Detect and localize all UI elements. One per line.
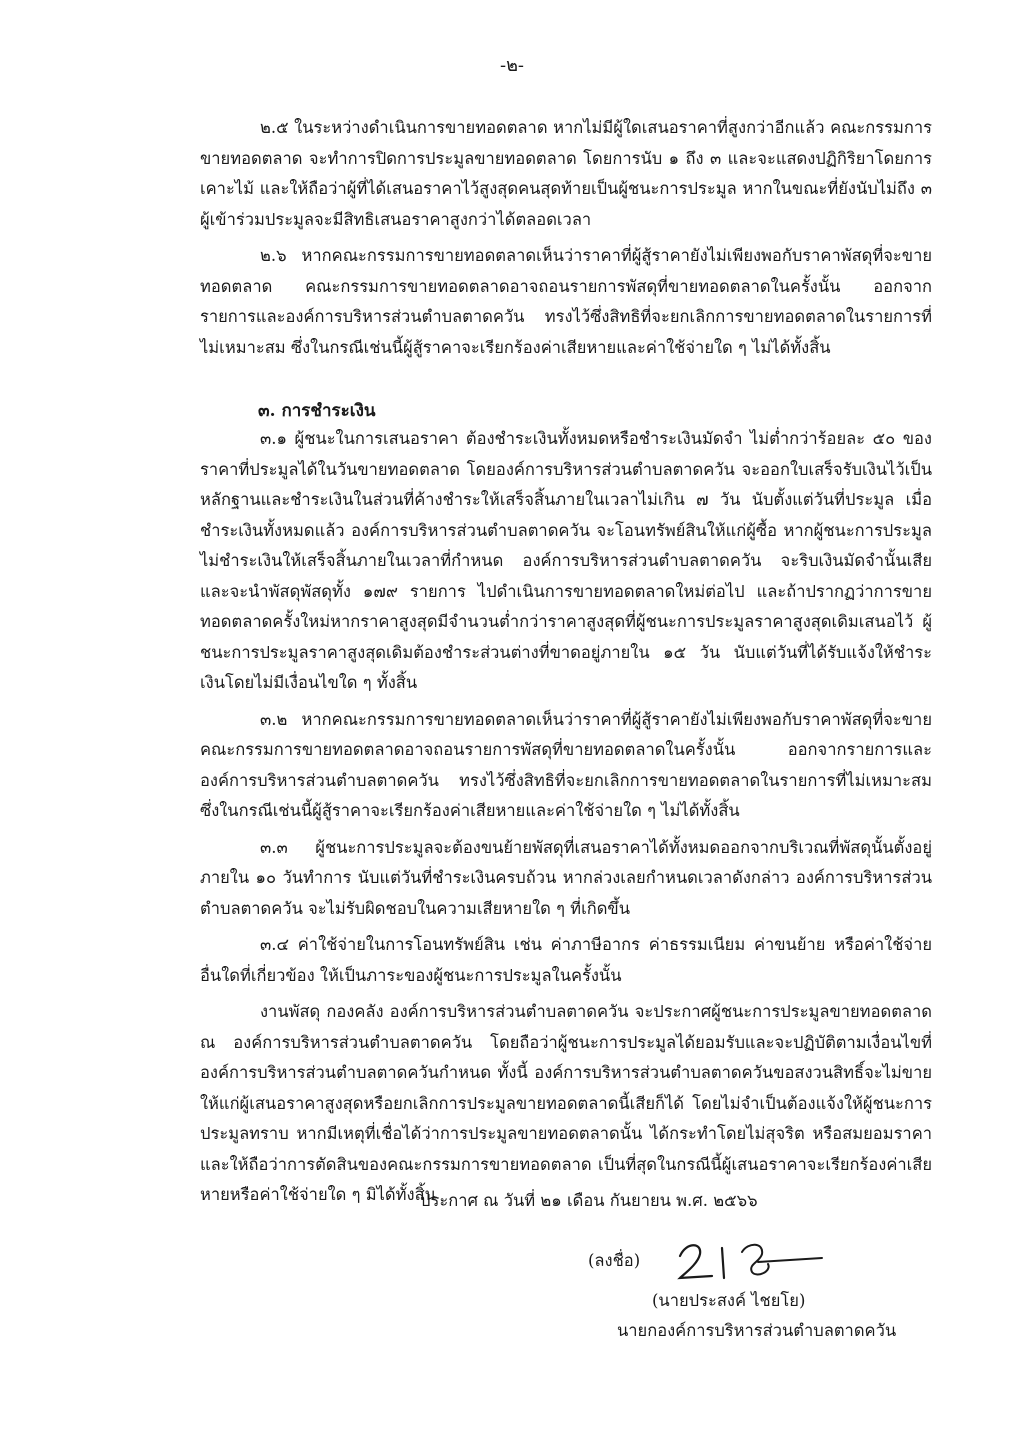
closing-paragraph: งานพัสดุ กองคลัง องค์การบริหารส่วนตำบลตาดควัน จะประกาศผู้ชนะการประมูลขายทอดตลาด ณ องค์การบริหารส่วนตำบลตาดควัน โดยถือว่าผู้ชนะการประมูลได้ยอมรับและจะปฏิบัติตามเงื่อนไขที่องค์การบริหารส่วนตำบลตาดควันกำหนด ทั้งนี้ องค์การบริหารส่วนตำบลตาดควันขอสงวนสิทธิ์จะไม่ขายให้แก่ผู้เสนอราคาสูงสุดหรือยกเลิกการประมูลขายทอดตลาดนี้เสียก็ได้ โดยไม่จำเป็นต้องแจ้งให้ผู้ชนะการประมูลทราบ หากมีเหตุที่เชื่อได้ว่าการประมูลขายทอดตลาดนั้น ได้กระทำโดยไม่สุจริต หรือสมยอมราคา และให้ถือว่าการตัดสินของคณะกรรมการขายทอดตลาด เป็นที่สุดในกรณีนี้ผู้เสนอราคาจะเรียกร้องค่าเสียหายหรือค่าใช้จ่ายใด ๆ มิได้ทั้งสิ้น — [200, 1002, 932, 1204]
paragraph-3-4: ๓.๔ ค่าใช้จ่ายในการโอนทรัพย์สิน เช่น ค่าภาษีอากร ค่าธรรมเนียม ค่าขนย้าย หรือค่าใช้จ่ายอื่นใดที่เกี่ยวข้อง ให้เป็นภาระของผู้ชนะการประมูลในครั้งนั้น — [200, 935, 932, 985]
section-2-body — [200, 113, 932, 369]
handwritten-signature — [672, 1232, 828, 1288]
signatory-name: (นายประสงค์ ไชยโย) — [652, 1291, 806, 1310]
paragraph-3-2: ๓.๒ หากคณะกรรมการขายทอดตลาดเห็นว่าราคาที่ผู้สู้ราคายังไม่เพียงพอกับราคาพัสดุที่จะขายคณะกรรมการขายทอดตลาดอาจถอนรายการพัสดุที่ขายทอดตลาดในครั้งนั้น ออกจากรายการและองค์การบริหารส่วนตำบลตาดควัน ทรงไว้ซึ่งสิทธิที่จะยกเลิกการขายทอดตลาดในรายการที่ไม่เหมาะสม ซึ่งในกรณีเช่นนี้ผู้สู้ราคาจะเรียกร้องค่าเสียหายและค่าใช้จ่ายใด ๆ ไม่ได้ทั้งสิ้น — [200, 709, 932, 820]
page-number: -๒- — [499, 55, 525, 76]
paragraph-3-1: ๓.๑ ผู้ชนะในการเสนอราคา ต้องชำระเงินทั้งหมดหรือชำระเงินมัดจำ ไม่ต่ำกว่าร้อยละ ๕๐ ของราคาที่ประมูลได้ในวันขายทอดตลาด โดยองค์การบริหารส่วนตำบลตาดควัน จะออกใบเสร็จรับเงินไว้เป็นหลักฐานและชำระเงินในส่วนที่ค้างชำระให้เสร็จสิ้นภายในเวลาไม่เกิน ๗ วัน นับตั้งแต่วันที่ประมูล เมื่อชำระเงินทั้งหมดแล้ว องค์การบริหารส่วนตำบลตาดควัน จะโอนทรัพย์สินให้แก่ผู้ซื้อ หากผู้ชนะการประมูลไม่ชำระเงินให้เสร็จสิ้นภายในเวลาที่กำหนด องค์การบริหารส่วนตำบลตาดควัน จะริบเงินมัดจำนั้นเสีย และจะนำพัสดุพัสดุทั้ง ๑๗๙ รายการ ไปดำเนินการขายทอดตลาดใหม่ต่อไป และถ้าปรากฏว่าการขายทอดตลาดครั้งใหม่หากราคาสูงสุดมีจำนวนต่ำกว่าราคาสูงสุดที่ผู้ชนะการประมูลราคาสูงสุดเดิมเสนอไว้ ผู้ชนะการประมูลราคาสูงสุดเดิมต้องชำระส่วนต่างที่ขาดอยู่ภายใน ๑๕ วัน นับแต่วันที่ได้รับแจ้งให้ชำระเงินโดยไม่มีเงื่อนไขใด ๆ ทั้งสิ้น — [200, 429, 932, 692]
announcement-date: ประกาศ ณ วันที่ ๒๑ เดือน กันยายน พ.ศ. ๒๕๖๖ — [420, 1191, 758, 1210]
signatory-position: นายกองค์การบริหารส่วนตำบลตาดควัน — [617, 1321, 897, 1340]
section-3-heading: ๓. การชำระเงิน — [258, 401, 376, 421]
section-3-body — [200, 424, 932, 1217]
paragraph-2-5: ๒.๕ ในระหว่างดำเนินการขายทอดตลาด หากไม่มีผู้ใดเสนอราคาที่สูงกว่าอีกแล้ว คณะกรรมการขายทอดตลาด จะทำการปิดการประมูลขายทอดตลาด โดยการนับ ๑ ถึง ๓ และจะแสดงปฏิกิริยาโดยการเคาะไม้ และให้ถือว่าผู้ที่ได้เสนอราคาไว้สูงสุดคนสุดท้ายเป็นผู้ชนะการประมูล หากในขณะที่ยังนับไม่ถึง ๓ ผู้เข้าร่วมประมูลจะมีสิทธิเสนอราคาสูงกว่าได้ตลอดเวลา — [200, 118, 932, 229]
paragraph-3-3: ๓.๓ ผู้ชนะการประมูลจะต้องขนย้ายพัสดุที่เสนอราคาได้ทั้งหมดออกจากบริเวณที่พัสดุนั้นตั้งอยู่ภายใน ๑๐ วันทำการ นับแต่วันที่ชำระเงินครบถ้วน หากล่วงเลยกำหนดเวลาดังกล่าว องค์การบริหารส่วนตำบลตาดควัน จะไม่รับผิดชอบในความเสียหายใด ๆ ที่เกิดขึ้น — [200, 837, 932, 918]
paragraph-2-6: ๒.๖ หากคณะกรรมการขายทอดตลาดเห็นว่าราคาที่ผู้สู้ราคายังไม่เพียงพอกับราคาพัสดุที่จะขายทอดตลาด คณะกรรมการขายทอดตลาดอาจถอนรายการพัสดุที่ขายทอดตลาดในครั้งนั้น ออกจากรายการและองค์การบริหารส่วนตำบลตาดควัน ทรงไว้ซึ่งสิทธิที่จะยกเลิกการขายทอดตลาดในรายการที่ไม่เหมาะสม ซึ่งในกรณีเช่นนี้ผู้สู้ราคาจะเรียกร้องค่าเสียหายและค่าใช้จ่ายใด ๆ ไม่ได้ทั้งสิ้น — [200, 246, 932, 357]
signature-label: (ลงชื่อ) — [588, 1251, 641, 1270]
